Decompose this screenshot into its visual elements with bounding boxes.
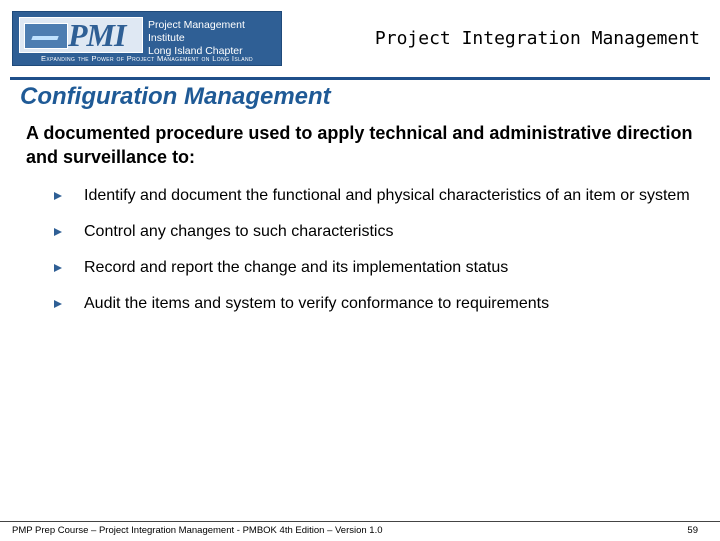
header-divider: [10, 77, 710, 80]
logo-tagline: Expanding the Power of Project Management on Long Island: [40, 54, 254, 63]
pmi-logo: [12, 11, 282, 66]
lead-paragraph: A documented procedure used to apply technical and administrative direction and surveillance to:: [26, 123, 693, 167]
bullet-text: Record and report the change and its implementation status: [84, 259, 509, 276]
arrow-bullet-icon: [54, 264, 62, 272]
bullet-text: Identify and document the functional and physical characteristics of an item or system: [84, 187, 690, 204]
bullet-item: [52, 292, 692, 315]
page-number: 59: [687, 525, 698, 536]
logo-org-name: [148, 19, 281, 58]
arrow-bullet-icon: [54, 300, 62, 308]
logo-pmi-text: PMI: [68, 17, 126, 53]
footer: [0, 521, 720, 541]
bullet-item: [52, 220, 692, 243]
logo-org-line2: Long Island Chapter: [148, 45, 243, 57]
pmi-logo-mark: [19, 17, 143, 53]
header-title: Project Integration Management: [374, 28, 700, 49]
footer-text: PMP Prep Course – Project Integration Management - PMBOK 4th Edition – Version 1.0: [12, 525, 383, 536]
bullet-item: [52, 184, 692, 207]
section-title: Configuration Management: [20, 83, 331, 110]
bullet-text: Audit the items and system to verify conformance to requirements: [84, 295, 550, 312]
bullet-list: [52, 184, 692, 328]
arrow-bullet-icon: [54, 192, 62, 200]
bullet-item: [52, 256, 692, 279]
bullet-text: Control any changes to such characteristics: [84, 223, 394, 240]
logo-org-line1: Project Management Institute: [148, 19, 245, 44]
arrow-bullet-icon: [54, 228, 62, 236]
logo-emblem-icon: [24, 23, 68, 49]
